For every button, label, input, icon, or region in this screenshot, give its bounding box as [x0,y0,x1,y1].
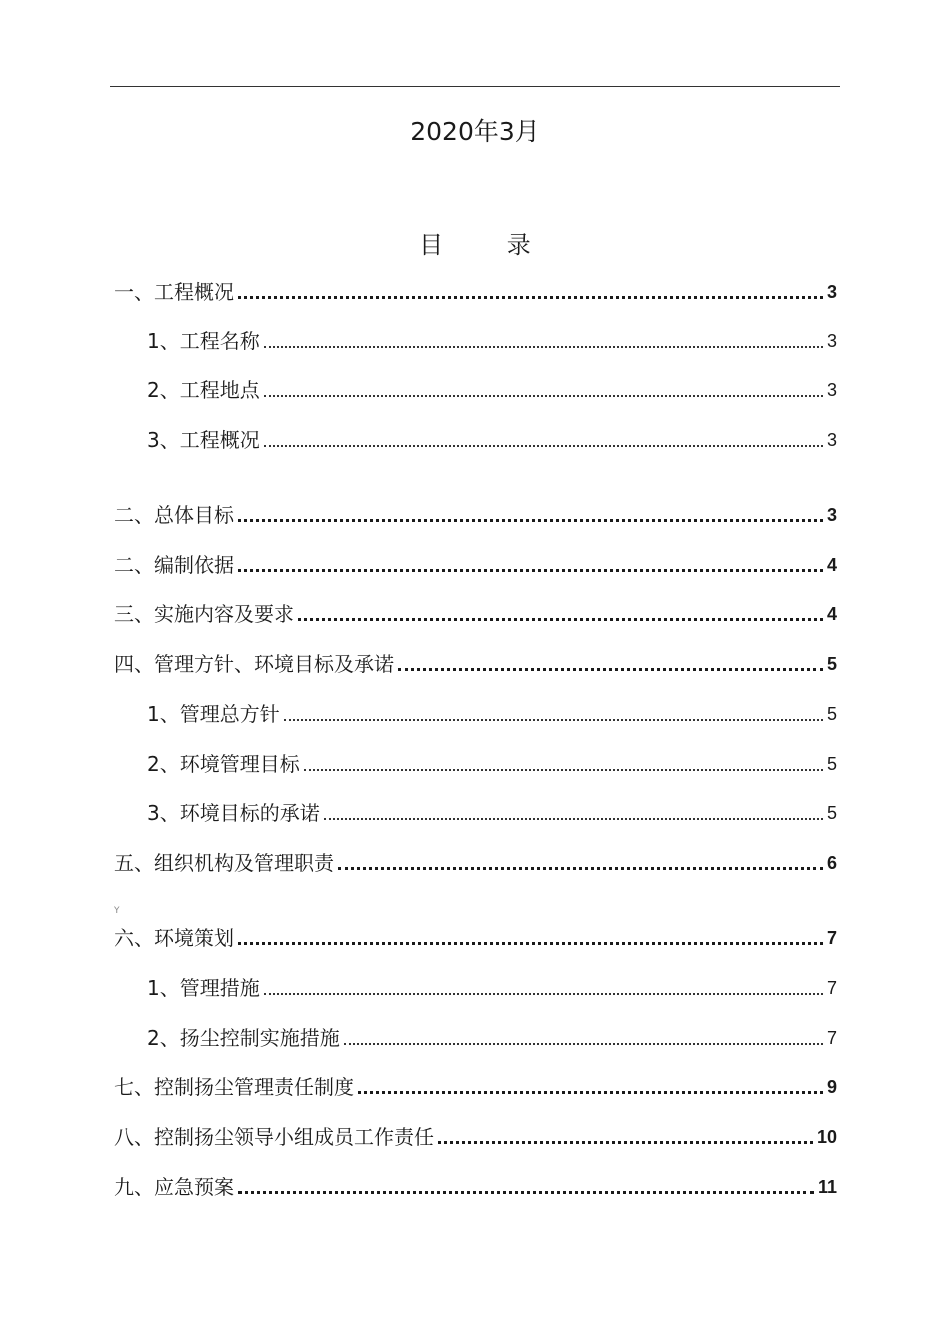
toc-entry-page: 9 [826,1077,837,1097]
toc-entry-page: 7 [826,978,837,998]
leader-dots [264,445,823,447]
toc-entry-label: 1、管理措施 [147,976,260,1000]
toc-entry-label: 3、工程概况 [147,428,260,452]
toc-entry-page: 3 [826,430,837,450]
toc-entry-page: 3 [826,331,837,351]
toc-entry-page: 3 [826,505,837,525]
toc-entry-label: 二、编制依据 [114,553,234,577]
toc-entry[interactable] [114,277,837,307]
toc-entry-label: 三、实施内容及要求 [114,602,294,626]
toc-entry[interactable] [114,1172,837,1202]
leader-dots [238,1191,814,1194]
toc-entry-page: 5 [826,803,837,823]
leader-dots [438,1141,813,1144]
leader-dots [238,569,823,572]
toc-entry-page: 5 [826,754,837,774]
stray-mark: Y [114,906,120,916]
leader-dots [238,942,823,945]
toc-entry-label: 九、应急预案 [114,1175,234,1199]
toc-entry-label: 四、管理方针、环境目标及承诺 [114,652,394,676]
leader-dots [238,519,823,522]
toc-entry-label: 2、环境管理目标 [147,752,300,776]
toc-entry-label: 八、控制扬尘领导小组成员工作责任 [114,1125,434,1149]
document-date: 2020年3月 [410,117,540,146]
leader-dots [338,867,823,870]
header-rule [110,86,840,87]
toc-entry-label: 五、组织机构及管理职责 [114,851,334,875]
toc-entry-page: 11 [817,1177,837,1197]
toc-entry[interactable] [114,1122,837,1152]
toc-entry[interactable] [147,1023,837,1053]
leader-dots [284,719,823,721]
leader-dots [264,346,823,348]
toc-entry[interactable] [114,550,837,580]
toc-title: 目 录 [419,231,559,259]
toc-entry[interactable] [147,699,837,729]
toc-entry[interactable] [147,749,837,779]
toc-entry-page: 4 [826,604,837,624]
toc-entry-label: 六、环境策划 [114,926,234,950]
leader-dots [264,395,823,397]
leader-dots [398,668,823,671]
toc-entry[interactable] [114,599,837,629]
leader-dots [304,769,823,771]
toc-entry-label: 一、工程概况 [114,280,234,304]
leader-dots [358,1091,823,1094]
toc-entry-page: 10 [816,1127,837,1147]
toc-entry-label: 二、总体目标 [114,503,234,527]
toc-entry[interactable] [114,500,837,530]
toc-entry[interactable] [114,649,837,679]
toc-entry[interactable] [147,425,837,455]
toc-entry-page: 7 [826,1028,837,1048]
leader-dots [264,993,823,995]
toc-entry-label: 1、工程名称 [147,329,260,353]
toc-entry-label: 1、管理总方针 [147,702,280,726]
toc-entry-label: 七、控制扬尘管理责任制度 [114,1075,354,1099]
toc-entry-label: 2、扬尘控制实施措施 [147,1026,340,1050]
toc-entry[interactable] [147,326,837,356]
toc-entry[interactable] [147,973,837,1003]
toc-entry-label: 3、环境目标的承诺 [147,801,320,825]
toc-entry-page: 3 [826,380,837,400]
toc-entry-page: 4 [826,555,837,575]
leader-dots [298,618,823,621]
toc-entry-page: 7 [826,928,837,948]
toc-entry-page: 3 [826,282,837,302]
toc-entry-label: 2、工程地点 [147,378,260,402]
leader-dots [238,296,823,299]
toc-entry[interactable] [114,848,837,878]
toc-entry-page: 5 [826,654,837,674]
leader-dots [324,818,823,820]
toc-entry-page: 5 [826,704,837,724]
toc-entry[interactable] [147,375,837,405]
toc-entry[interactable] [147,798,837,828]
leader-dots [344,1043,823,1045]
toc-entry-page: 6 [826,853,837,873]
toc-entry[interactable] [114,923,837,953]
toc-entry[interactable] [114,1072,837,1102]
